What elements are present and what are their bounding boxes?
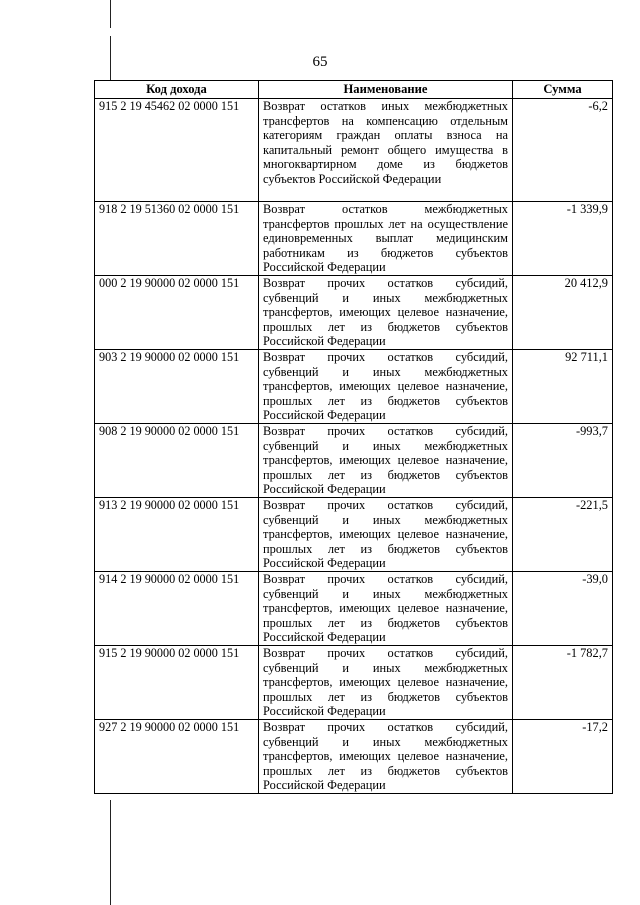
name-cell: Возврат остатков межбюджетных трансфертов прошлых лет на осуществление единовременных выплат медицинским работникам из бюджетов субъектов Российской Федерации bbox=[259, 202, 513, 276]
name-cell: Возврат прочих остатков субсидий, субвенций и иных межбюджетных трансфертов, имеющих целевое назначение, прошлых лет из бюджетов субъектов Российской Федерации bbox=[259, 424, 513, 498]
income-code-cell: 918 2 19 51360 02 0000 151 bbox=[95, 202, 259, 276]
header-name: Наименование bbox=[259, 81, 513, 99]
income-table bbox=[94, 80, 613, 794]
header-sum: Сумма bbox=[513, 81, 613, 99]
sum-cell: 20 412,9 bbox=[513, 276, 613, 350]
name-cell: Возврат прочих остатков субсидий, субвенций и иных межбюджетных трансфертов, имеющих целевое назначение, прошлых лет из бюджетов субъектов Российской Федерации bbox=[259, 572, 513, 646]
sum-cell: -1 782,7 bbox=[513, 646, 613, 720]
sum-cell: -39,0 bbox=[513, 572, 613, 646]
income-code-cell: 908 2 19 90000 02 0000 151 bbox=[95, 424, 259, 498]
table-row bbox=[95, 276, 613, 350]
margin-rule-top bbox=[110, 0, 111, 28]
name-cell: Возврат прочих остатков субсидий, субвенций и иных межбюджетных трансфертов, имеющих целевое назначение, прошлых лет из бюджетов субъектов Российской Федерации bbox=[259, 498, 513, 572]
sum-cell: -17,2 bbox=[513, 720, 613, 794]
table-row bbox=[95, 350, 613, 424]
name-cell: Возврат прочих остатков субсидий, субвенций и иных межбюджетных трансфертов, имеющих целевое назначение, прошлых лет из бюджетов субъектов Российской Федерации bbox=[259, 646, 513, 720]
table-header-row bbox=[95, 81, 613, 99]
name-cell: Возврат остатков иных межбюджетных трансфертов на компенсацию отдельным категориям граждан оплаты взноса на капитальный ремонт общего имущества в многоквартирном доме из бюджетов субъектов Российской Федерации bbox=[259, 99, 513, 202]
table-row bbox=[95, 498, 613, 572]
name-cell: Возврат прочих остатков субсидий, субвенций и иных межбюджетных трансфертов, имеющих целевое назначение, прошлых лет из бюджетов субъектов Российской Федерации bbox=[259, 720, 513, 794]
income-code-cell: 913 2 19 90000 02 0000 151 bbox=[95, 498, 259, 572]
name-cell: Возврат прочих остатков субсидий, субвенций и иных межбюджетных трансфертов, имеющих целевое назначение, прошлых лет из бюджетов субъектов Российской Федерации bbox=[259, 276, 513, 350]
sum-cell: 92 711,1 bbox=[513, 350, 613, 424]
income-code-cell: 903 2 19 90000 02 0000 151 bbox=[95, 350, 259, 424]
header-income-code: Код дохода bbox=[95, 81, 259, 99]
table-row bbox=[95, 202, 613, 276]
table-row bbox=[95, 424, 613, 498]
table-row bbox=[95, 572, 613, 646]
income-code-cell: 914 2 19 90000 02 0000 151 bbox=[95, 572, 259, 646]
table-row bbox=[95, 99, 613, 202]
income-code-cell: 000 2 19 90000 02 0000 151 bbox=[95, 276, 259, 350]
table-row bbox=[95, 720, 613, 794]
name-cell: Возврат прочих остатков субсидий, субвенций и иных межбюджетных трансфертов, имеющих целевое назначение, прошлых лет из бюджетов субъектов Российской Федерации bbox=[259, 350, 513, 424]
income-code-cell: 927 2 19 90000 02 0000 151 bbox=[95, 720, 259, 794]
sum-cell: -6,2 bbox=[513, 99, 613, 202]
income-code-cell: 915 2 19 45462 02 0000 151 bbox=[95, 99, 259, 202]
sum-cell: -221,5 bbox=[513, 498, 613, 572]
sum-cell: -1 339,9 bbox=[513, 202, 613, 276]
table-row bbox=[95, 646, 613, 720]
income-code-cell: 915 2 19 90000 02 0000 151 bbox=[95, 646, 259, 720]
page-number: 65 bbox=[312, 54, 328, 70]
margin-rule-bottom bbox=[110, 800, 111, 905]
sum-cell: -993,7 bbox=[513, 424, 613, 498]
